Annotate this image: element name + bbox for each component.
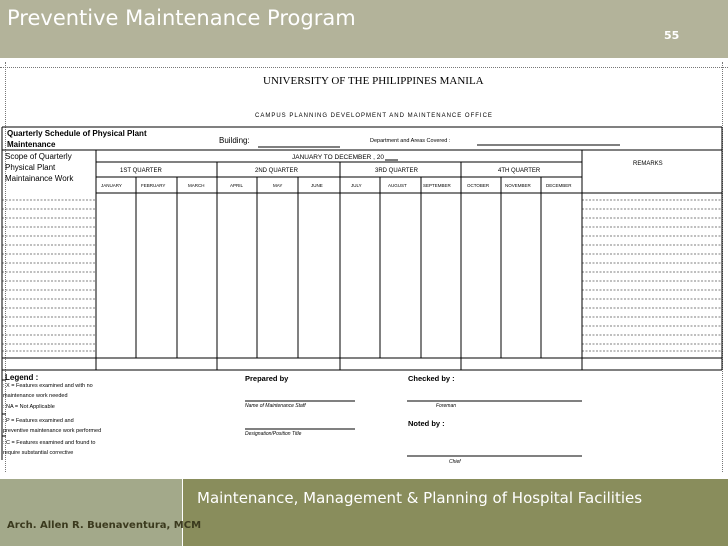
month-label: AUGUST <box>388 183 407 188</box>
legend-line: : NA = Not Applicable <box>3 404 55 410</box>
year-range: JANUARY TO DECEMBER , 20 <box>292 154 384 161</box>
legend-line: require substantial corrective <box>3 450 74 456</box>
noted-by-label: Noted by : <box>408 419 445 428</box>
legend-title: Legend : <box>5 373 39 382</box>
month-label: JANUARY <box>101 183 122 188</box>
office-name: CAMPUS PLANNING DEVELOPMENT AND MAINTENANCE OFFICE <box>255 113 493 119</box>
scope-line1: Scope of Quarterly <box>5 152 72 161</box>
slide-title: Preventive Maintenance Program <box>7 6 356 30</box>
month-label: APRIL <box>230 183 244 188</box>
footer-left-panel <box>0 479 182 546</box>
month-label: SEPTEMBER <box>423 183 451 188</box>
foreman-caption: Foreman <box>436 403 457 409</box>
quarter-label: 4TH QUARTER <box>498 168 541 174</box>
left-dotted-border <box>5 62 6 472</box>
legend-line: : P = Features examined and <box>3 418 74 424</box>
building-label: Building: <box>219 136 250 145</box>
month-label: JULY <box>351 183 362 188</box>
designation-caption: Designation/Position Title <box>245 431 302 437</box>
university-name: UNIVERSITY OF THE PHILIPPINES MANILA <box>263 75 484 87</box>
prepared-by-label: Prepared by <box>245 374 289 383</box>
month-label: OCTOBER <box>467 183 490 188</box>
scope-line3: Maintainance Work <box>5 174 74 183</box>
legend-line: : X = Features examined and with no <box>3 383 93 389</box>
quarter-label: 1ST QUARTER <box>120 168 162 174</box>
schedule-title-line1: Quarterly Schedule of Physical Plant <box>7 129 147 138</box>
checked-by-label: Checked by : <box>408 374 455 383</box>
department-label: Department and Areas Covered : <box>370 138 451 144</box>
footer-title: Maintenance, Management & Planning of Hospital Facilities <box>197 489 643 507</box>
legend-line: : C = Features examined and found to <box>3 440 96 446</box>
month-label: MAY <box>273 183 283 188</box>
slide-number: 55 <box>664 29 680 42</box>
quarter-label: 2ND QUARTER <box>255 168 298 174</box>
staff-name-caption: Name of Maintenance Staff <box>245 403 306 409</box>
scope-line2: Physical Plant <box>5 163 56 172</box>
right-dotted-border <box>722 62 723 472</box>
chief-caption: Chief <box>449 459 461 465</box>
top-dotted-border <box>0 67 728 68</box>
month-label: JUNE <box>311 183 323 188</box>
author-credit: Arch. Allen R. Buenaventura, MCM <box>7 520 202 531</box>
legend-line: preventive maintenance work performed <box>3 428 102 434</box>
remarks-heading: REMARKS <box>633 161 663 167</box>
month-label: NOVEMBER <box>505 183 531 188</box>
month-label: FEBRUARY <box>141 183 166 188</box>
month-label: DECEMBER <box>546 183 572 188</box>
month-label: MARCH <box>188 183 205 188</box>
legend-line: maintenance work needed <box>3 393 68 399</box>
schedule-title-line2: Maintenance <box>7 140 56 149</box>
quarter-label: 3RD QUARTER <box>375 168 418 174</box>
slide-header <box>0 0 728 58</box>
